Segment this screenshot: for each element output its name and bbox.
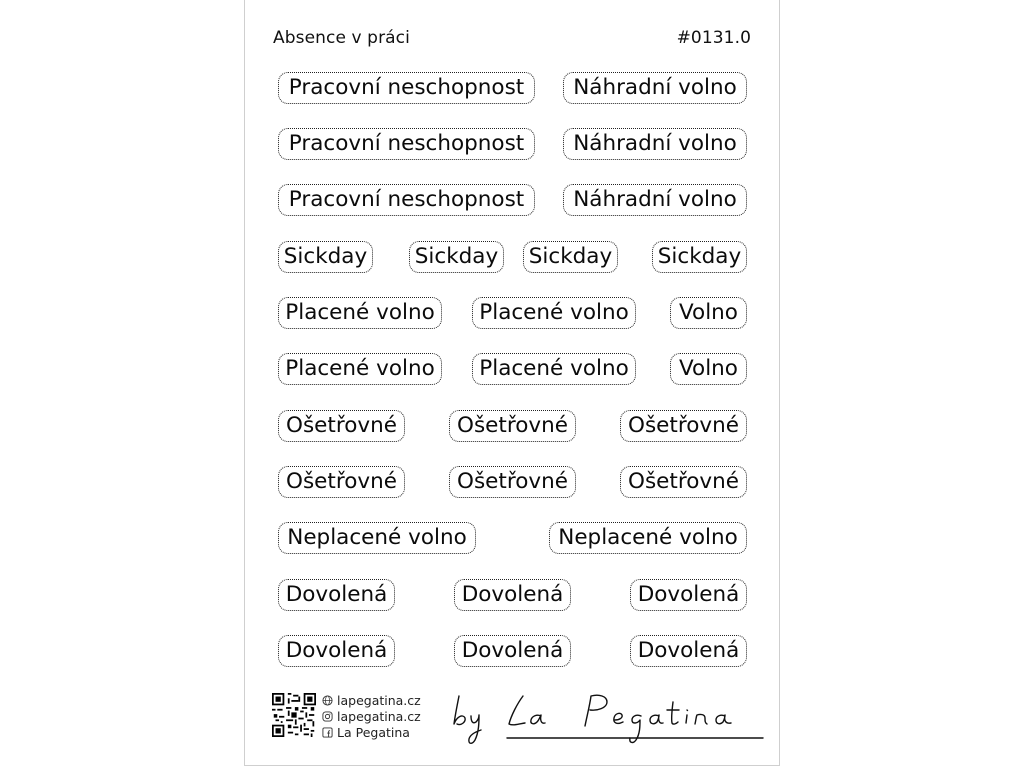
facebook-icon [322,727,333,738]
sticker: Neplacené volno [278,522,476,554]
sticker: Náhradní volno [563,128,747,160]
sticker: Pracovní neschopnost [278,128,535,160]
sticker: Volno [670,297,747,329]
sticker: Neplacené volno [549,522,747,554]
sticker: Placené volno [472,353,636,385]
sticker: Ošetřovné [620,410,747,442]
contact-website[interactable] [322,693,421,708]
facebook-text: La Pegatina [337,725,410,740]
sticker: Náhradní volno [563,184,747,216]
sticker: Dovolená [630,579,747,611]
globe-icon [322,695,333,706]
qr-code [272,693,316,737]
sticker: Dovolená [278,579,395,611]
sticker: Ošetřovné [449,410,576,442]
sticker: Placené volno [278,297,442,329]
sticker: Placené volno [472,297,636,329]
instagram-icon [322,711,333,722]
sticker: Sickday [278,241,373,273]
sticker: Sickday [652,241,747,273]
sticker-sheet [244,0,780,766]
sticker: Ošetřovné [278,410,405,442]
sticker: Ošetřovné [278,466,405,498]
sticker: Sickday [409,241,504,273]
product-code: #0131.0 [676,28,751,48]
sticker: Dovolená [630,635,747,667]
sticker: Ošetřovné [620,466,747,498]
sticker: Pracovní neschopnost [278,72,535,104]
sticker: Dovolená [278,635,395,667]
sticker: Volno [670,353,747,385]
sticker: Pracovní neschopnost [278,184,535,216]
instagram-text: lapegatina.cz [337,709,421,724]
sticker: Placené volno [278,353,442,385]
sticker: Sickday [523,241,618,273]
contact-instagram[interactable] [322,709,421,724]
website-text: lapegatina.cz [337,693,421,708]
sticker: Ošetřovné [449,466,576,498]
sticker: Dovolená [454,579,571,611]
sticker: Náhradní volno [563,72,747,104]
contact-facebook[interactable] [322,725,410,740]
sheet-title: Absence v práci [273,28,410,48]
sticker: Dovolená [454,635,571,667]
signature-logo [445,690,765,752]
